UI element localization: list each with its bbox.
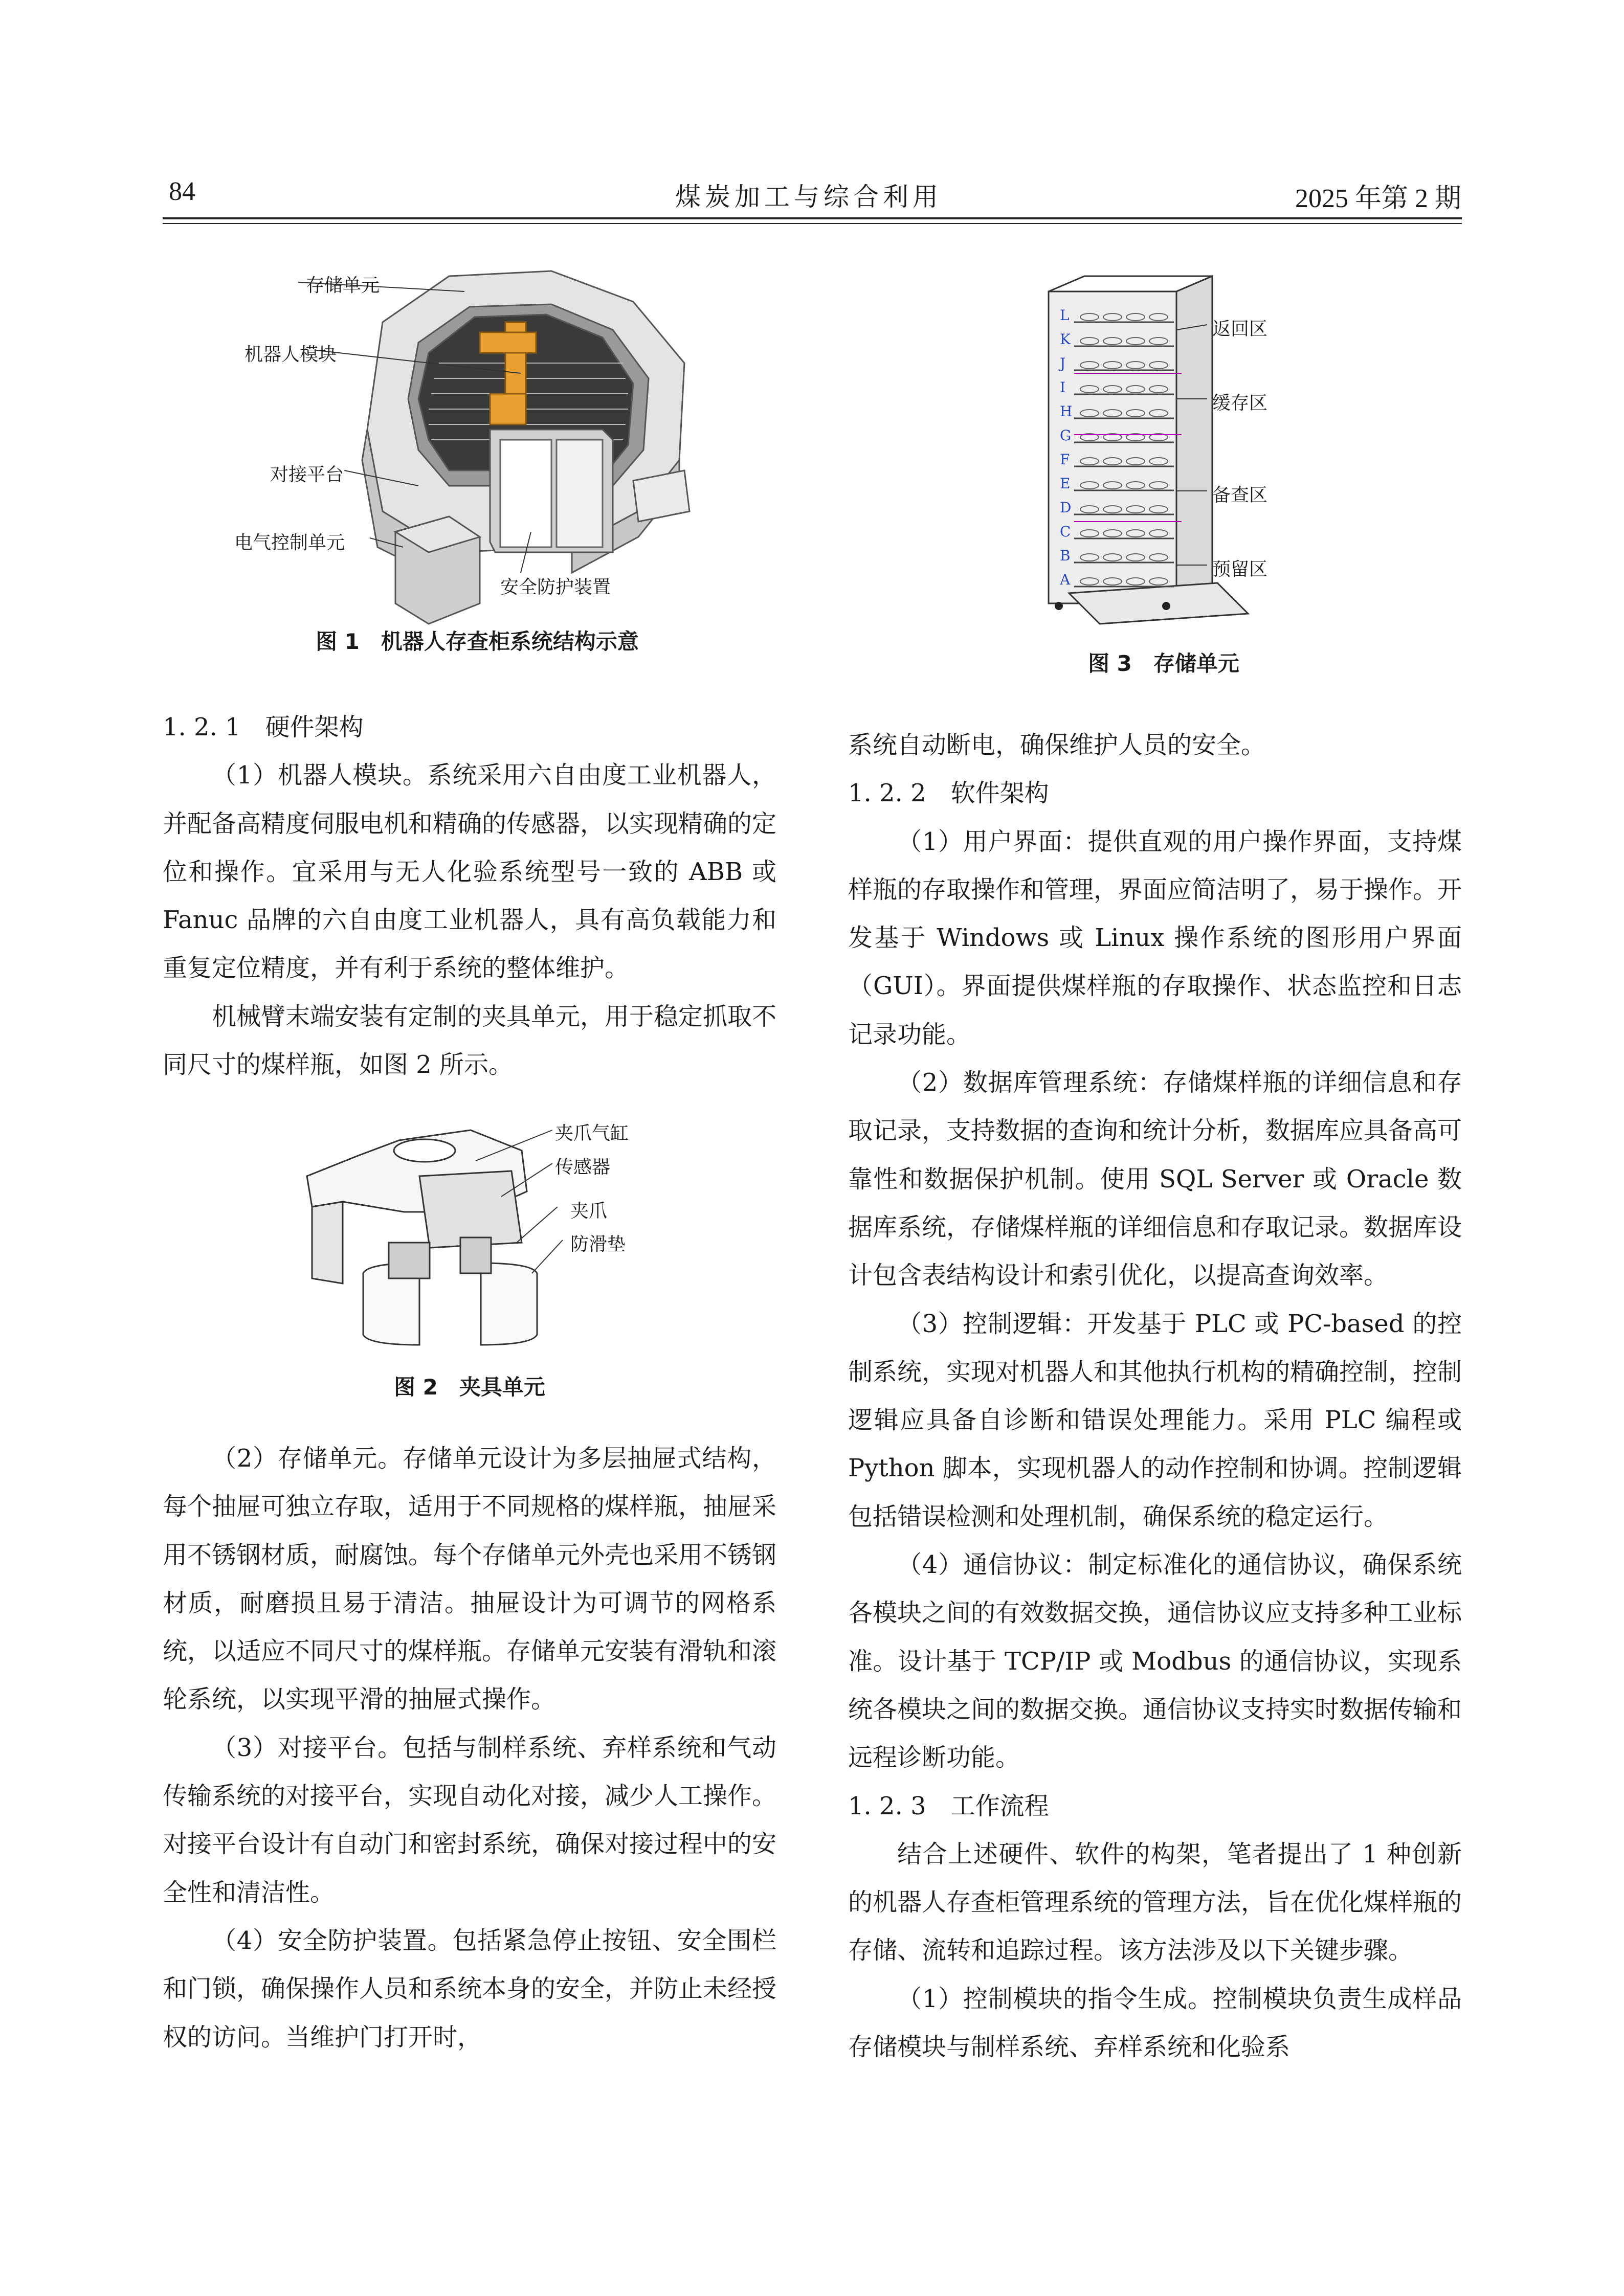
figure-3 (1003, 266, 1361, 634)
para-docking-platform: （3）对接平台。包括与制样系统、弃样系统和气动传输系统的对接平台，实现自动化对接，减少人工操作。对接平台设计有自动门和密封系统，确保对接过程中的安全性和清洁性。 (163, 1733, 777, 1907)
fig3-label-backup: 备查区 (1212, 485, 1268, 506)
para-communication: （4）通信协议：制定标准化的通信协议，确保系统各模块之间的有效数据交换，通信协议应支持多种工业标准。设计基于 TCP/IP 或 Modbus 的通信协议，实现系统各模块之间的数据交换。通信协议支持实时数据传输和远程诊断功能。 (848, 1550, 1462, 1772)
fig1-label-robot: 机器人模块 (244, 344, 337, 365)
fig3-drawer-letter: D (1060, 499, 1072, 516)
fig2-label-jaw: 夹爪 (570, 1201, 608, 1222)
fig3-label-buffer: 缓存区 (1212, 393, 1268, 414)
fig2-label-cylinder: 夹爪气缸 (555, 1123, 629, 1144)
fig3-label-reserve: 预留区 (1212, 559, 1268, 580)
header-rule-thick (163, 217, 1462, 219)
fig2-caption: 图 2 夹具单元 (394, 1375, 545, 1400)
para-safety-device: （4）安全防护装置。包括紧急停止按钮、安全围栏和门锁，确保操作人员和系统本身的安全，并防止未经授权的访问。当维护门打开时， (163, 1926, 777, 2052)
figure-1 (163, 245, 792, 660)
para-workflow-intro: 结合上述硬件、软件的构架，笔者提出了 1 种创新的机器人存查柜管理系统的管理方法，旨在优化煤样瓶的存储、流转和追踪过程。该方法涉及以下关键步骤。 (848, 1839, 1462, 1965)
storage-unit-illustration (1003, 266, 1361, 634)
fig3-drawer-letter: K (1060, 331, 1071, 348)
para-gripper: 机械臂末端安装有定制的夹具单元，用于稳定抓取不同尺寸的煤样瓶，如图 2 所示。 (163, 1002, 777, 1079)
left-column-bottom (163, 1434, 776, 2061)
para-storage-unit: （2）存储单元。存储单元设计为多层抽屉式结构，每个抽屉可独立存取，适用于不同规格的煤样瓶，抽屉采用不锈钢材质，耐腐蚀。每个存储单元外壳也采用不锈钢材质，耐磨损且易于清洁。抽屉设计为可调节的网格系统，以适应不同尺寸的煤样瓶。存储单元安装有滑轨和滚轮系统，以实现平滑的抽屉式操作。 (163, 1444, 777, 1714)
fig1-label-storage: 存储单元 (306, 275, 380, 296)
section-1-2-3: 1. 2. 3 工作流程 (848, 1791, 1049, 1820)
gripper-illustration (286, 1110, 696, 1355)
page-number: 84 (169, 177, 195, 206)
fig3-drawer-letter: C (1060, 523, 1071, 540)
section-1-2-2: 1. 2. 2 软件架构 (848, 779, 1049, 808)
fig3-drawer-letter: E (1060, 475, 1071, 492)
fig1-caption: 图 1 机器人存查柜系统结构示意 (316, 629, 639, 654)
fig3-drawer-letter: B (1060, 547, 1071, 564)
section-1-2-1: 1. 2. 1 硬件架构 (163, 713, 364, 741)
para-robot-module: （1）机器人模块。系统采用六自由度工业机器人，并配备高精度伺服电机和精确的传感器，以实现精确的定位和操作。宜采用与无人化验系统型号一致的 ABB 或 Fanuc 品牌的六自由度工业机器人，具有高负载能力和重复定位精度，并有利于系统的整体维护。 (163, 761, 777, 983)
fig1-label-docking: 对接平台 (270, 464, 344, 485)
fig3-drawer-letter: L (1060, 307, 1070, 324)
fig3-drawer-letter: J (1060, 355, 1066, 372)
para-database: （2）数据库管理系统：存储煤样瓶的详细信息和存取记录，支持数据的查询和统计分析，数据库应具备高可靠性和数据保护机制。使用 SQL Server 或 Oracle 数据库系统，存储煤样瓶的详细信息和存取记录。数据库设计包含表结构设计和索引优化，以提高查询效率。 (848, 1068, 1462, 1290)
fig3-drawer-letter: A (1060, 571, 1071, 588)
issue-label: 2025 年第 2 期 (1295, 184, 1461, 213)
figure-2 (286, 1110, 696, 1355)
para-auto-poweroff: 系统自动断电，确保维护人员的安全。 (848, 731, 1266, 759)
left-column-top (163, 703, 776, 1089)
fig1-label-safety: 安全防护装置 (500, 577, 611, 598)
fig3-drawer-letter: F (1060, 451, 1070, 468)
fig2-label-sensor: 传感器 (555, 1157, 611, 1178)
right-column (848, 721, 1462, 2071)
fig3-caption: 图 3 存储单元 (1088, 651, 1239, 676)
fig3-drawer-letter: G (1060, 427, 1072, 444)
fig3-label-return: 返回区 (1212, 319, 1268, 340)
fig3-drawer-letter: I (1060, 379, 1066, 396)
fig3-drawer-letter: H (1060, 403, 1073, 420)
robot-cabinet-illustration (163, 245, 792, 660)
header-rule-thin (163, 223, 1462, 224)
para-user-interface: （1）用户界面：提供直观的用户操作界面，支持煤样瓶的存取操作和管理，界面应简洁明了，易于操作。开发基于 Windows 或 Linux 操作系统的图形用户界面（GUI）。界面提供煤样瓶的存取操作、状态监控和日志记录功能。 (848, 827, 1462, 1049)
para-control-commands: （1）控制模块的指令生成。控制模块负责生成样品存储模块与制样系统、弃样系统和化验系 (848, 1984, 1462, 2062)
fig1-label-electric: 电气控制单元 (234, 532, 345, 553)
para-control-logic: （3）控制逻辑：开发基于 PLC 或 PC-based 的控制系统，实现对机器人和其他执行机构的精确控制，控制逻辑应具备自诊断和错误处理能力。采用 PLC 编程或 Python 脚本，实现机器人的动作控制和协调。控制逻辑包括错误检测和处理机制，确保系统的稳定运行。 (848, 1309, 1462, 1531)
fig2-label-pad: 防滑垫 (570, 1234, 626, 1255)
journal-title: 煤炭加工与综合利用 (675, 182, 942, 212)
